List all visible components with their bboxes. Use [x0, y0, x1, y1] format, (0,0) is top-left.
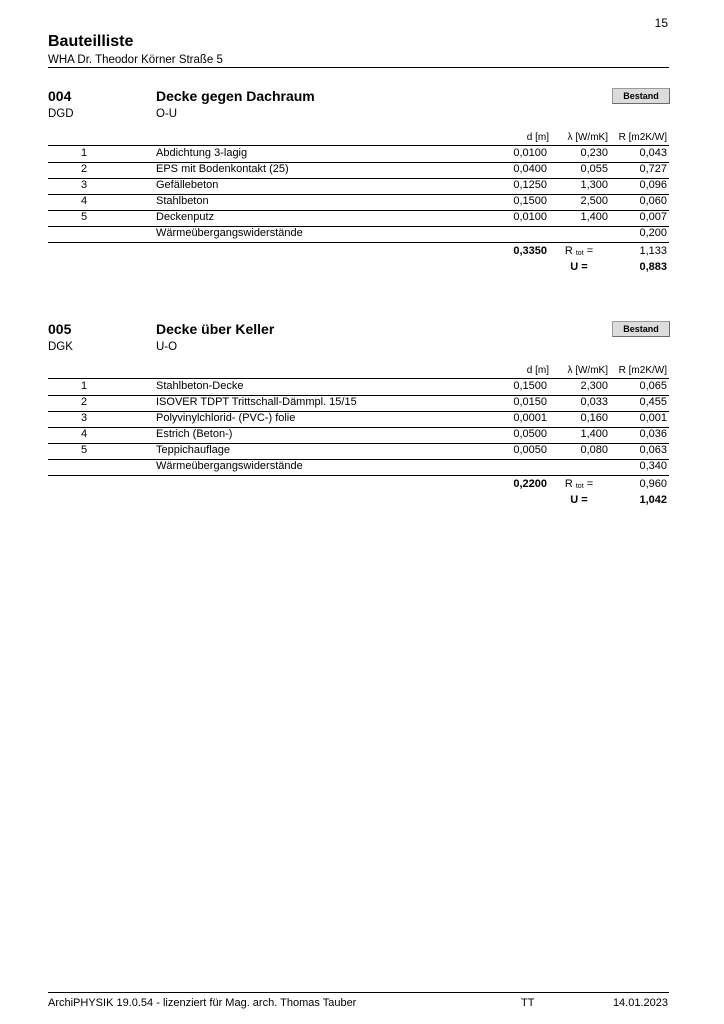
layer-material: Gefällebeton [156, 179, 219, 191]
table-row [48, 411, 669, 428]
layer-resistance: 0,063 [639, 444, 667, 456]
column-header-lambda: λ [W/mK] [567, 365, 608, 376]
layer-lambda: 1,400 [580, 428, 608, 440]
surface-resistance-label: Wärmeübergangswiderstände [156, 227, 303, 239]
column-header-lambda: λ [W/mK] [567, 132, 608, 143]
table-row [48, 379, 669, 396]
layer-thickness: 0,0100 [513, 211, 547, 223]
layer-thickness: 0,1500 [513, 195, 547, 207]
layer-lambda: 0,033 [580, 396, 608, 408]
layer-material: Estrich (Beton-) [156, 428, 233, 440]
table-row [48, 194, 669, 211]
component-abbreviation: DGK [48, 341, 73, 353]
layer-lambda: 0,055 [580, 163, 608, 175]
layer-lambda: 0,160 [580, 412, 608, 424]
layer-lambda: 2,500 [580, 195, 608, 207]
layer-thickness: 0,0400 [513, 163, 547, 175]
software-license: ArchiPHYSIK 19.0.54 - lizenziert für Mag. arch. Thomas Tauber [48, 997, 357, 1009]
layer-material: Teppichauflage [156, 444, 231, 456]
r-tot-label: R $_{tot}$ = [564, 478, 594, 490]
column-header-resistance: R [m2K/W] [618, 132, 667, 143]
author-initials: TT [521, 997, 535, 1009]
layer-lambda: 2,300 [580, 380, 608, 392]
layer-number: 4 [80, 428, 88, 440]
total-resistance-row [48, 477, 669, 493]
table-row [48, 443, 669, 460]
component-name: Decke über Keller [156, 321, 275, 337]
layer-thickness: 0,0001 [513, 412, 547, 424]
layer-thickness: 0,0150 [513, 396, 547, 408]
header-divider [48, 67, 669, 68]
total-thickness: 0,2200 [513, 478, 547, 490]
layer-lambda: 1,300 [580, 179, 608, 191]
total-thickness: 0,3350 [513, 245, 547, 257]
r-tot-value: 1,133 [639, 245, 667, 257]
table-row [48, 427, 669, 444]
status-badge: Bestand [612, 321, 670, 337]
layer-material: Polyvinylchlorid- (PVC-) folie [156, 412, 296, 424]
layer-lambda: 0,080 [580, 444, 608, 456]
table-row [48, 162, 669, 179]
page-number: 15 [654, 16, 668, 30]
layer-number: 2 [80, 396, 88, 408]
layer-number: 5 [80, 444, 88, 456]
layer-number: 5 [80, 211, 88, 223]
table-row [48, 395, 669, 412]
layer-resistance: 0,043 [639, 147, 667, 159]
component-code: 005 [48, 321, 72, 337]
layer-thickness: 0,1250 [513, 179, 547, 191]
layer-resistance: 0,060 [639, 195, 667, 207]
u-value: 0,883 [639, 261, 667, 273]
layer-thickness: 0,0100 [513, 147, 547, 159]
layer-material: EPS mit Bodenkontakt (25) [156, 163, 289, 175]
layer-resistance: 0,455 [639, 396, 667, 408]
u-value-label: U = [570, 494, 588, 506]
layer-resistance: 0,001 [639, 412, 667, 424]
r-tot-value: 0,960 [639, 478, 667, 490]
u-value-row [48, 493, 669, 509]
layer-material: ISOVER TDPT Trittschall-Dämmpl. 15/15 [156, 396, 357, 408]
u-value-row [48, 260, 669, 276]
layer-number: 4 [80, 195, 88, 207]
component-abbreviation: DGD [48, 108, 74, 120]
layer-resistance: 0,036 [639, 428, 667, 440]
layer-number: 3 [80, 412, 88, 424]
layer-lambda: 0,230 [580, 147, 608, 159]
project-name: WHA Dr. Theodor Körner Straße 5 [48, 54, 223, 66]
document-title: Bauteilliste [48, 33, 134, 50]
layer-number: 3 [80, 179, 88, 191]
layer-number: 2 [80, 163, 88, 175]
layer-number: 1 [80, 380, 88, 392]
layer-resistance: 0,727 [639, 163, 667, 175]
layer-thickness: 0,1500 [513, 380, 547, 392]
surface-resistance-value: 0,200 [639, 227, 667, 239]
surface-resistance-value: 0,340 [639, 460, 667, 472]
column-header-resistance: R [m2K/W] [618, 365, 667, 376]
print-date: 14.01.2023 [612, 997, 668, 1009]
layer-material: Deckenputz [156, 211, 215, 223]
status-badge: Bestand [612, 88, 670, 104]
layer-resistance: 0,096 [639, 179, 667, 191]
layer-resistance: 0,007 [639, 211, 667, 223]
layer-material: Stahlbeton [156, 195, 209, 207]
heat-flow-direction: O-U [156, 108, 178, 120]
heat-flow-direction: U-O [156, 341, 178, 353]
layer-lambda: 1,400 [580, 211, 608, 223]
layer-thickness: 0,0050 [513, 444, 547, 456]
table-row [48, 210, 669, 227]
u-value: 1,042 [639, 494, 667, 506]
u-value-label: U = [570, 261, 588, 273]
layer-resistance: 0,065 [639, 380, 667, 392]
layer-material: Stahlbeton-Decke [156, 380, 244, 392]
table-row [48, 178, 669, 195]
surface-resistance-label: Wärmeübergangswiderstände [156, 460, 303, 472]
component-name: Decke gegen Dachraum [156, 88, 315, 104]
footer-divider [48, 992, 669, 993]
layer-material: Abdichtung 3-lagig [156, 147, 248, 159]
component-code: 004 [48, 88, 72, 104]
r-tot-label: R $_{tot}$ = [564, 245, 594, 257]
total-resistance-row [48, 244, 669, 260]
column-header-thickness: d [m] [526, 365, 549, 376]
layer-thickness: 0,0500 [513, 428, 547, 440]
table-row [48, 146, 669, 163]
surface-resistance-row [48, 459, 669, 476]
column-header-thickness: d [m] [526, 132, 549, 143]
layer-number: 1 [80, 147, 88, 159]
surface-resistance-row [48, 226, 669, 243]
